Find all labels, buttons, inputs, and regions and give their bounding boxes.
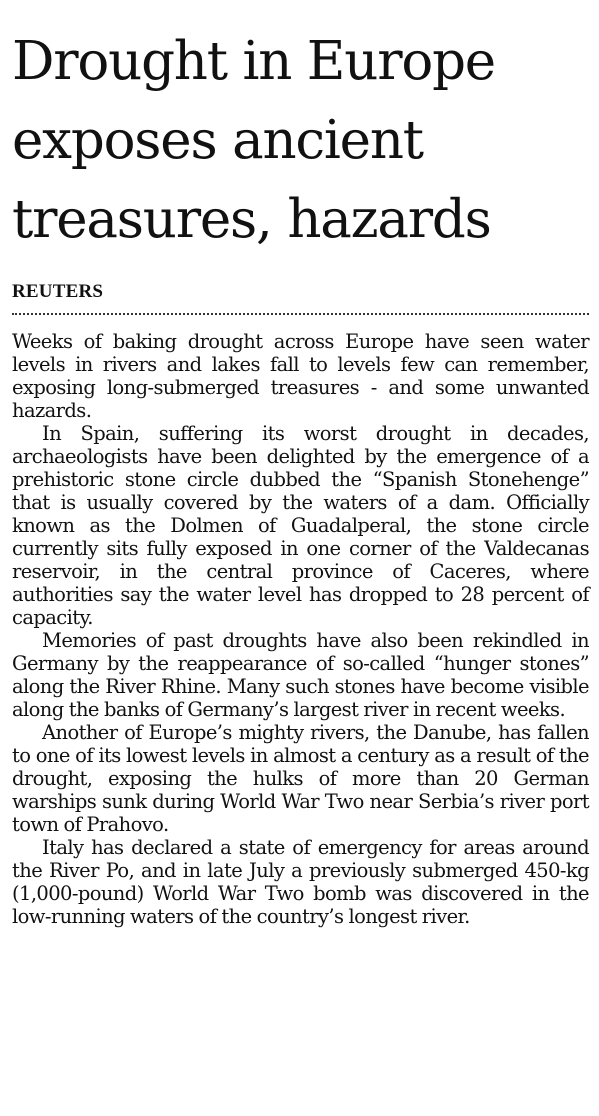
paragraph: Memories of past droughts have also been rekindled in Germany by the reappearance of so-called “hunger stones” along the River Rhine. Many such stones have become visible along the banks of Germany’s largest river in recent weeks. — [12, 629, 589, 721]
news-article — [12, 0, 589, 928]
headline: Drought in Europe exposes ancient treasures, hazards — [12, 31, 495, 250]
paragraph: Another of Europe’s mighty rivers, the Danube, has fallen to one of its lowest levels in almost a century as a result of the drought, exposing the hulks of more than 20 German warships sunk during World War Two near Serbia’s river port town of Prahovo. — [12, 721, 589, 836]
paragraph: Italy has declared a state of emergency for areas around the River Po, and in late July a previously submerged 450-kg (1,000-pound) World War Two bomb was discovered in the low-running waters of the country’s longest river. — [12, 836, 589, 928]
paragraph: Weeks of baking drought across Europe have seen water levels in rivers and lakes fall to levels few can remember, exposing long-submerged treasures - and some unwanted hazards. — [12, 330, 589, 422]
dotted-divider — [12, 313, 589, 315]
paragraph: In Spain, suffering its worst drought in decades, archaeologists have been delighted by the emergence of a prehistoric stone circle dubbed the “Spanish Stonehenge” that is usually covered by the waters of a dam. Officially known as the Dolmen of Guadalperal, the stone circle currently sits fully exposed in one corner of the Valdecanas reservoir, in the central province of Caceres, where authorities say the water level has dropped to 28 percent of capacity. — [12, 422, 589, 629]
article-body — [12, 330, 589, 928]
byline: REUTERS — [12, 281, 104, 302]
